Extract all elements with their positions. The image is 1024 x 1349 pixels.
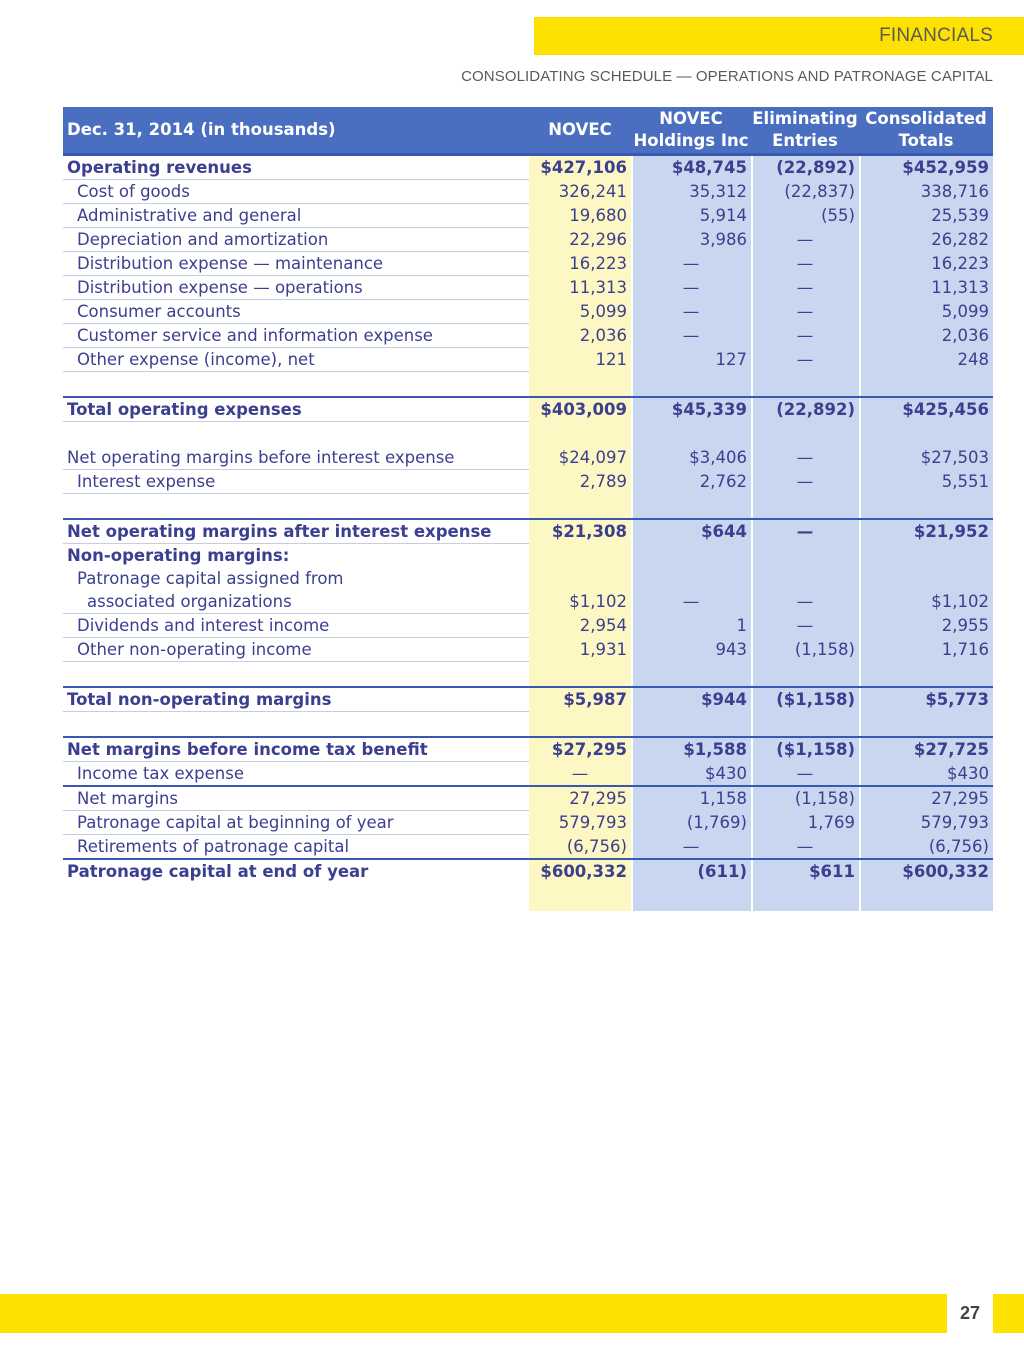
consolidating-schedule: [63, 107, 993, 883]
cell-novec: 579,793: [558, 813, 627, 832]
table-row: [63, 762, 993, 787]
header-holdings: [631, 107, 751, 155]
cell-eliminating: (1,158): [794, 640, 855, 659]
cell-holdings: —: [682, 278, 700, 297]
table-row: [63, 786, 993, 811]
spacer-row: [63, 662, 993, 688]
page-subtitle: CONSOLIDATING SCHEDULE — OPERATIONS AND PATRONAGE CAPITAL: [461, 68, 993, 85]
cell-consolidated: $600,332: [902, 862, 989, 881]
row-label: Total non-operating margins: [63, 687, 529, 712]
table-row: [63, 228, 993, 252]
table-row: [63, 687, 993, 712]
cell-eliminating: (22,837): [784, 182, 855, 201]
cell-holdings: —: [682, 592, 700, 612]
cell-novec: $5,987: [529, 687, 631, 712]
cell-holdings: 1,158: [699, 789, 747, 809]
cell-holdings: $430: [631, 762, 751, 787]
table-row: [63, 300, 993, 324]
cell-consolidated: 27,295: [931, 789, 989, 809]
table-row: [63, 204, 993, 228]
cell-eliminating: —: [796, 592, 814, 612]
cell-eliminating: —: [751, 519, 859, 544]
cell-eliminating: ($1,158): [751, 687, 859, 712]
table-row: [63, 348, 993, 372]
cell-consolidated: $27,725: [859, 737, 993, 762]
cell-eliminating: (1,158): [794, 789, 855, 809]
cell-eliminating: —: [796, 472, 814, 491]
cell-holdings: 943: [715, 640, 747, 659]
cell-eliminating: —: [796, 616, 814, 635]
cell-holdings: $1,588: [631, 737, 751, 762]
cell-holdings: —: [682, 302, 700, 321]
cell-novec: 27,295: [569, 789, 627, 809]
cell-novec: 19,680: [569, 206, 627, 225]
cell-consolidated: 2,036: [941, 326, 989, 345]
cell-eliminating: —: [796, 230, 814, 249]
cell-consolidated: 1,716: [941, 640, 989, 659]
cell-consolidated: 26,282: [931, 230, 989, 249]
cell-holdings: 3,986: [699, 230, 747, 249]
row-label: Non-operating margins:: [67, 546, 290, 565]
table-row: [63, 324, 993, 348]
spacer-row: [63, 372, 993, 398]
cell-novec: (6,756): [529, 835, 631, 860]
cell-novec: $27,295: [529, 737, 631, 762]
spacer-row: [63, 422, 993, 447]
cell-eliminating: —: [796, 254, 814, 273]
cell-holdings: (611): [697, 862, 747, 881]
cell-holdings: —: [631, 835, 751, 860]
row-label: Depreciation and amortization: [63, 228, 529, 252]
table-row: [63, 811, 993, 835]
cell-consolidated: 338,716: [920, 182, 989, 201]
cell-eliminating: —: [751, 762, 859, 787]
row-label: Interest expense: [63, 470, 529, 494]
financial-table: [63, 107, 993, 883]
cell-novec: $1,102: [569, 592, 627, 612]
cell-holdings: $45,339: [631, 397, 751, 422]
row-label: Administrative and general: [63, 204, 529, 228]
cell-consolidated: $430: [859, 762, 993, 787]
header-holdings-line2: Holdings Inc: [633, 131, 749, 150]
spacer-row: [63, 494, 993, 520]
cell-novec: $21,308: [529, 519, 631, 544]
cell-novec: 2,036: [579, 326, 627, 345]
cell-eliminating: —: [751, 835, 859, 860]
cell-holdings: —: [682, 326, 700, 345]
header-eliminating-line1: Eliminating: [752, 109, 858, 128]
cell-novec: $403,009: [529, 397, 631, 422]
row-label: Other expense (income), net: [63, 348, 529, 372]
cell-holdings: 1: [736, 616, 747, 635]
cell-holdings: 35,312: [689, 182, 747, 201]
cell-consolidated: (6,756): [859, 835, 993, 860]
header-consolidated-line2: Totals: [898, 131, 954, 150]
row-label: Patronage capital at end of year: [67, 862, 369, 881]
row-label: Total operating expenses: [63, 397, 529, 422]
table-row: [63, 180, 993, 204]
table-row: [63, 544, 993, 568]
header-novec: NOVEC: [529, 107, 631, 155]
cell-novec: 2,954: [579, 616, 627, 635]
cell-novec: $427,106: [540, 158, 627, 178]
page-number: 27: [947, 1294, 993, 1333]
table-row: [63, 638, 993, 662]
cell-novec: 22,296: [569, 230, 627, 249]
table-row: [63, 835, 993, 860]
cell-consolidated: 16,223: [931, 254, 989, 273]
table-row: [63, 567, 993, 590]
cell-novec: 5,099: [579, 302, 627, 321]
cell-novec: —: [529, 762, 631, 787]
table-row: [63, 590, 993, 614]
cell-consolidated: 579,793: [920, 813, 989, 832]
row-label: Customer service and information expense: [63, 324, 529, 348]
cell-eliminating: $611: [809, 862, 855, 881]
header-consolidated: [859, 107, 993, 155]
cell-novec: 11,313: [569, 278, 627, 297]
cell-eliminating: (22,892): [751, 397, 859, 422]
table-row: [63, 859, 993, 883]
row-label: Net margins before income tax benefit: [63, 737, 529, 762]
row-label: Consumer accounts: [63, 300, 529, 324]
cell-eliminating: (22,892): [776, 158, 855, 178]
cell-consolidated: 25,539: [931, 206, 989, 225]
row-label: Net operating margins before interest expense: [63, 446, 529, 470]
cell-novec: 2,789: [579, 472, 627, 491]
cell-novec: 121: [595, 350, 627, 369]
header-consolidated-line1: Consolidated: [865, 109, 987, 128]
cell-holdings: (1,769): [686, 813, 747, 832]
row-label: Net operating margins after interest expense: [63, 519, 529, 544]
row-label: Income tax expense: [63, 762, 529, 787]
cell-eliminating: 1,769: [807, 813, 855, 832]
row-label: Retirements of patronage capital: [63, 835, 529, 860]
table-row: [63, 737, 993, 762]
cell-holdings: $644: [631, 519, 751, 544]
header-period: Dec. 31, 2014 (in thousands): [63, 107, 529, 155]
cell-novec: 326,241: [558, 182, 627, 201]
cell-consolidated: 5,551: [941, 472, 989, 491]
table-row: [63, 276, 993, 300]
cell-consolidated: $27,503: [920, 448, 989, 468]
footer-band: [0, 1294, 1024, 1333]
table-row: [63, 519, 993, 544]
row-label: Distribution expense — operations: [63, 276, 529, 300]
cell-consolidated: 5,099: [941, 302, 989, 321]
header-band: [534, 17, 1024, 55]
cell-novec: $24,097: [558, 448, 627, 468]
cell-novec: 1,931: [579, 640, 627, 659]
cell-holdings: $3,406: [689, 448, 747, 468]
row-label: Other non-operating income: [63, 638, 529, 662]
table-header-row: [63, 107, 993, 155]
cell-holdings: 2,762: [699, 472, 747, 491]
cell-eliminating: —: [796, 448, 814, 468]
cell-holdings: $944: [631, 687, 751, 712]
table-row: [63, 397, 993, 422]
cell-eliminating: ($1,158): [751, 737, 859, 762]
cell-consolidated: 248: [957, 350, 989, 369]
cell-holdings: 127: [715, 350, 747, 369]
cell-novec: $600,332: [540, 862, 627, 881]
table-row: [63, 446, 993, 470]
header-holdings-line1: NOVEC: [659, 109, 723, 128]
header-eliminating-line2: Entries: [772, 131, 838, 150]
cell-eliminating: —: [796, 326, 814, 345]
cell-consolidated: $452,959: [902, 158, 989, 178]
row-label: Patronage capital assigned from: [77, 569, 344, 588]
cell-consolidated: 2,955: [941, 616, 989, 635]
spacer-row: [63, 712, 993, 738]
cell-eliminating: —: [796, 278, 814, 297]
cell-holdings: $48,745: [671, 158, 747, 178]
cell-eliminating: (55): [821, 206, 855, 225]
cell-holdings: 5,914: [699, 206, 747, 225]
table-row: [63, 252, 993, 276]
row-label: Net margins: [63, 786, 529, 811]
cell-novec: 16,223: [569, 254, 627, 273]
row-label: Dividends and interest income: [63, 614, 529, 638]
table-row: [63, 155, 993, 180]
cell-consolidated: $425,456: [859, 397, 993, 422]
row-label: Distribution expense — maintenance: [63, 252, 529, 276]
cell-eliminating: —: [796, 350, 814, 369]
cell-consolidated: $1,102: [931, 592, 989, 612]
row-label: associated organizations: [63, 590, 529, 614]
cell-eliminating: —: [796, 302, 814, 321]
cell-consolidated: $5,773: [859, 687, 993, 712]
row-label: Patronage capital at beginning of year: [63, 811, 529, 835]
table-row: [63, 470, 993, 494]
cell-consolidated: $21,952: [859, 519, 993, 544]
header-eliminating: [751, 107, 859, 155]
table-row: [63, 614, 993, 638]
section-title: FINANCIALS: [879, 25, 993, 46]
cell-holdings: —: [682, 254, 700, 273]
row-label: Operating revenues: [63, 155, 529, 180]
row-label: Cost of goods: [63, 180, 529, 204]
cell-consolidated: 11,313: [931, 278, 989, 297]
